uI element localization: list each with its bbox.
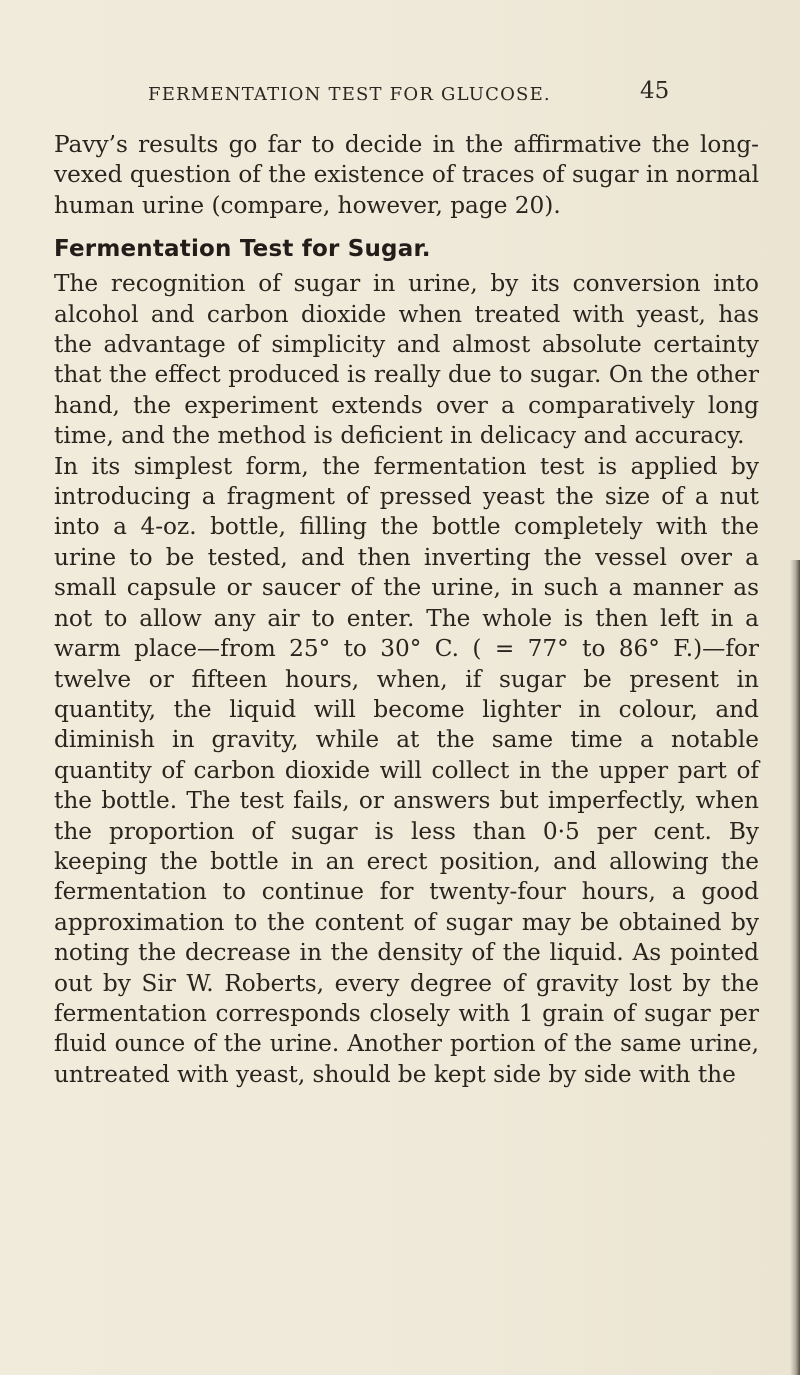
running-head (148, 78, 688, 112)
section-heading: Fermentation Test for Sugar. (54, 236, 431, 263)
running-title: FERMENTATION TEST FOR GLUCOSE. (148, 84, 551, 105)
intro-paragraph: Pavy’s results go far to decide in the affirmative the long-vexed question of the existence of traces of sugar in normal human urine (compare, however, page 20). (54, 131, 759, 219)
page-number: 45 (640, 78, 670, 104)
binding-shadow (790, 560, 800, 1375)
body-text (54, 130, 759, 1090)
paragraph-recognition: The recognition of sugar in urine, by its conversion into alcohol and carbon dioxide when treated with yeast, has the advantage of simplicity and almost absolute certainty that the effect produced is really due to sugar. On the other hand, the experiment extends over a comparatively long time, and the method is deficient in delicacy and accuracy. (54, 270, 759, 450)
paragraph-method: In its simplest form, the fermentation test is applied by introducing a fragment of pressed yeast the size of a nut into a 4-oz. bottle, filling the bottle completely with the urine to be tested, and then inverting the vessel over a small capsule or saucer of the urine, in such a manner as not to allow any air to enter. The whole is then left in a warm place—from 25° to 30° C. ( = 77° to 86° F.)—for twelve or fifteen hours, when, if sugar be present in quantity, the liquid will become lighter in colour, and diminish in gravity, while at the same time a notable quantity of carbon dioxide will collect in the upper part of the bottle. The test fails, or answers but imperfectly, when the proportion of sugar is less than 0·5 per cent. By keeping the bottle in an erect position, and allowing the fermentation to continue for twenty-four hours, a good approximation to the content of sugar may be obtained by noting the decrease in the density of the liquid. As pointed out by Sir W. Roberts, every degree of gravity lost by the fermentation corresponds closely with 1 grain of sugar per fluid ounce of the urine. Another portion of the same urine, untreated with yeast, should be kept side by side with the (54, 452, 759, 1088)
